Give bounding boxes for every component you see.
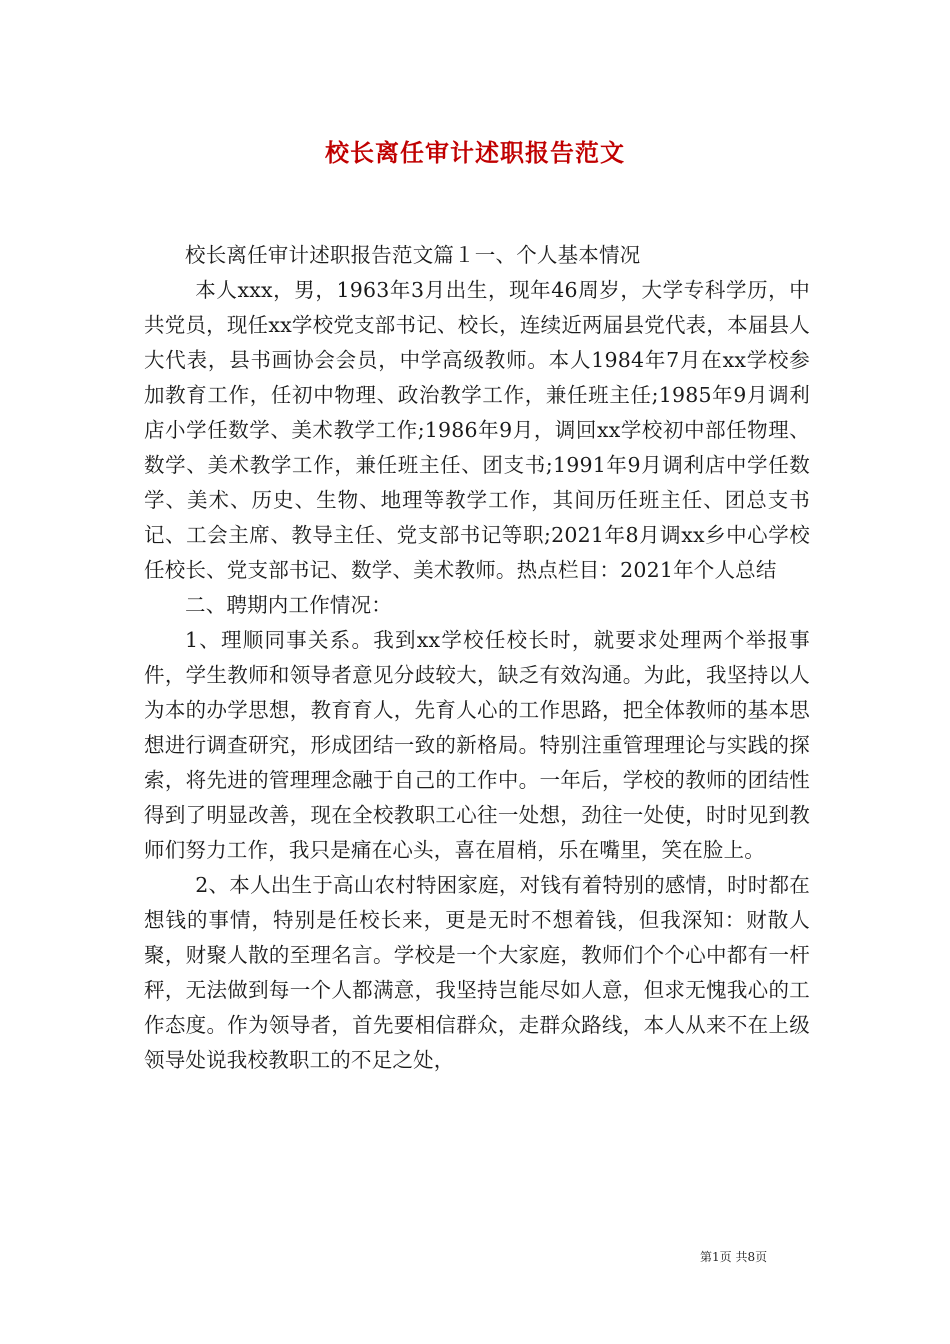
paragraph-heading-2: 二、聘期内工作情况： [185, 593, 392, 617]
document-body [144, 238, 810, 1078]
paragraph-heading-1: 校长离任审计述职报告范文篇１一、个人基本情况 [185, 243, 641, 267]
footer-middle: 页 共 [719, 1250, 748, 1264]
document-title: 校长离任审计述职报告范文 [325, 138, 625, 167]
paragraph-personal-info: 本人xxx，男，1963年3月出生，现年46周岁，大学专科学历，中共党员，现任xx学校党支部书记、校长，连续近两届县党代表，本届县人大代表，县书画协会会员，中学高级教师。本人1984年7月在xx学校参加教育工作，任初中物理、政治教学工作，兼任班主任;1985年9月调利店小学任数学、美术教学工作;1986年9月，调回xx学校初中部任物理、数学、美术教学工作，兼任班主任、团支书;1991年9月调利店中学任数学、美术、历史、生物、地理等教学工作，其间历任班主任、团总支书记、工会主席、教导主任、党支部书记等职;2021年8月调xx乡中心学校任校长、党支部书记、数学、美术教师。热点栏目：2021年个人总结 [144, 278, 810, 582]
page-footer [700, 1248, 820, 1265]
footer-total-pages: 8 [747, 1250, 756, 1264]
paragraph-item-1: 1、理顺同事关系。我到xx学校任校长时，就要求处理两个举报事件，学生教师和领导者意见分歧较大，缺乏有效沟通。为此，我坚持以人为本的办学思想，教育育人，先育人心的工作思路，把全体教师的基本思想进行调查研究，形成团结一致的新格局。特别注重管理理论与实践的探索，将先进的管理理念融于自己的工作中。一年后，学校的教师的团结性得到了明显改善，现在全校教职工心往一处想，劲往一处使，时时见到教师们努力工作，我只是痛在心头，喜在眉梢，乐在嘴里，笑在脸上。 [144, 628, 810, 862]
footer-page-number: 1 [712, 1250, 720, 1264]
footer-prefix: 第 [700, 1250, 713, 1264]
footer-suffix: 页 [755, 1250, 768, 1264]
paragraph-item-2: 2、本人出生于高山农村特困家庭，对钱有着特别的感情，时时都在想钱的事情，特别是任校长来，更是无时不想着钱，但我深知：财散人聚，财聚人散的至理名言。学校是一个大家庭，教师们个个心中都有一杆秤，无法做到每一个人都满意，我坚持岂能尽如人意，但求无愧我心的工作态度。作为领导者，首先要相信群众，走群众路线，本人从来不在上级领导处说我校教职工的不足之处， [144, 873, 810, 1072]
